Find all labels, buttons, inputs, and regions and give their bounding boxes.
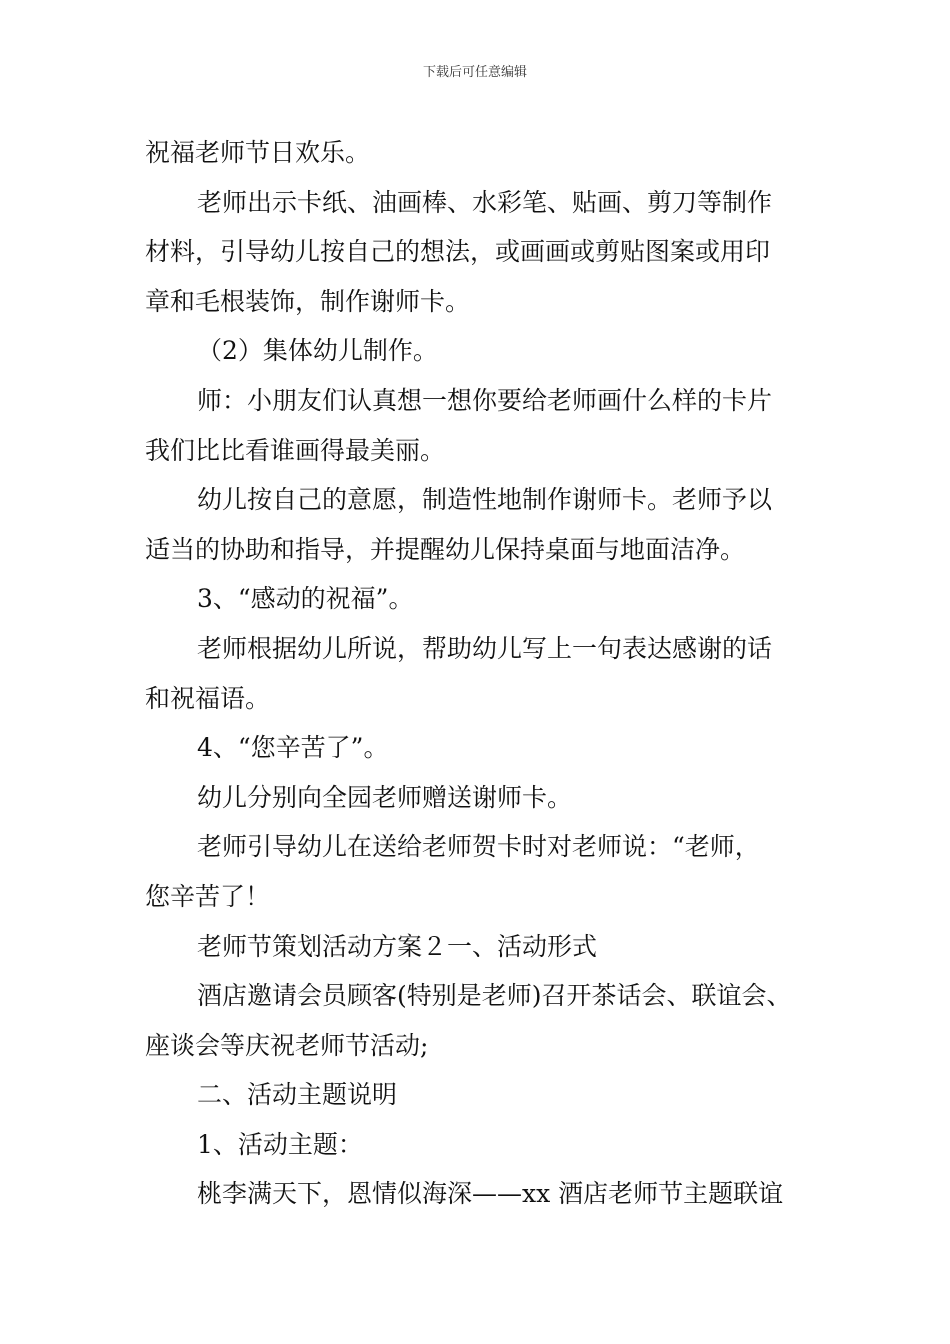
text-line: 祝福老师节日欢乐。 [145, 138, 371, 167]
text-line: 师：小朋友们认真想一想你要给老师画什么样的卡片 [197, 385, 773, 415]
text-line: 3、“感动的祝福”。 [197, 584, 414, 614]
text-line: 老师节策划活动方案２一、活动形式 [197, 931, 598, 961]
text-line: 幼儿按自己的意愿，制造性地制作谢师卡。老师予以 [197, 485, 773, 515]
text-line: 幼儿分别向全园老师赠送谢师卡。 [197, 782, 573, 812]
text-line: （2）集体幼儿制作。 [197, 336, 438, 366]
text-line: 座谈会等庆祝老师节活动; [145, 1030, 429, 1060]
text-line: 我们比比看谁画得最美丽。 [145, 435, 446, 465]
text-line: 适当的协助和指导，并提醒幼儿保持桌面与地面洁净。 [145, 534, 746, 564]
text-line: 您辛苦了！ [145, 881, 271, 911]
text-line: 老师出示卡纸、油画棒、水彩笔、贴画、剪刀等制作 [197, 187, 773, 217]
text-line: 和祝福语。 [145, 683, 271, 713]
text-line: 老师根据幼儿所说，帮助幼儿写上一句表达感谢的话 [197, 633, 773, 663]
page-header: 下载后可任意编辑 [422, 65, 527, 80]
text-line: 4、“您辛苦了”。 [197, 733, 389, 763]
text-line: 老师引导幼儿在送给老师贺卡时对老师说：“老师， [197, 832, 760, 862]
document-body [145, 128, 835, 1219]
text-line: 酒店邀请会员顾客(特别是老师)召开茶话会、联谊会、 [197, 981, 792, 1011]
text-line: 材料，引导幼儿按自己的想法，或画画或剪贴图案或用印 [145, 237, 771, 267]
text-line: 二、活动主题说明 [197, 1080, 398, 1110]
text-line: 1、活动主题： [197, 1129, 363, 1159]
text-line: 章和毛根装饰，制作谢师卡。 [145, 286, 471, 316]
text-line: 桃李满天下，恩情似海深——xx 酒店老师节主题联谊 [197, 1179, 784, 1209]
